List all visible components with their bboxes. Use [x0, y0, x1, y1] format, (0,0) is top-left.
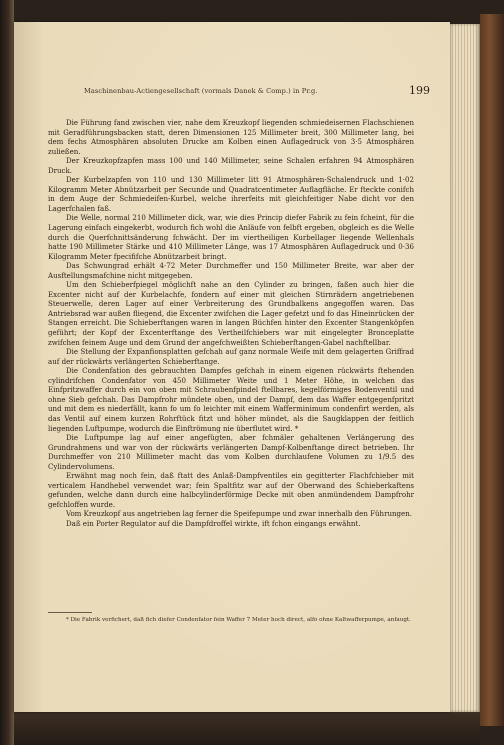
paragraph: Das Schwungrad erhält 4·72 Meter Durchmeffer und 150 Millimeter Breite, war aber der Ausftellungsmafchine nicht mitgegeben.	[48, 261, 414, 280]
paragraph: Der Kreuzkopfzapfen mass 100 und 140 Millimeter, seine Schalen erfahren 94 Atmosphären Druck.	[48, 156, 414, 175]
page-stack-edges	[450, 24, 480, 712]
book-binding-left	[0, 0, 14, 745]
book-bottom-shadow	[14, 712, 480, 745]
footnote-rule	[48, 612, 92, 613]
paragraph: Die Condenfation des gebrauchten Dampfes gefchah in einem eigenen rückwärts ftehenden cylindrifchen Condenfator von 450 Millimeter Weite und 1 Meter Höhe, in welchen das Einfpritzwaffer durch ein von oben mit Schraubenfpindel ftellbares, kegelförmiges Bodenventil und ohne Sieb gefchah. Das Dampfrohr mündete oben, und der Dampf, dem das Waffer entgegenfpritzt und mit dem es niederfällt, kann fo um fo leichter mit einem Wafferminimum condenfirt werden, als das Ventil auf einem kurzen Rohrftück fitzt und höher mündet, als die Saugklappen der feitlich liegenden Luftpumpe, wodurch die Einftrömung nie überflutet wird. *	[48, 366, 414, 433]
paragraph: Um den Schieberfpiegel möglichft nahe an den Cylinder zu bringen, faßen auch hier die Excenter nicht auf der Kurbelachfe, fondern auf einer mit gleichen Stirnrädern angetriebenen Steuerwelle, deren Lager auf einer Verbreiterung des Grundbalkens angegoffen waren. Das Antriebsrad war außen fliegend, die Excenter zwifchen die Lager gefetzt und fo das Hineinrücken der Stangen erreicht. Die Schieberftangen waren in langen Büchfen hinter den Excenter Stangenköpfen geführt; der Kopf der Excenterftange des Vertheilfchiebers war mit eingelegter Bronceplatte zwifchen feinem Auge und dem Grund der angefchweißten Schieberftangen-Gabel nachftellbar.	[48, 280, 414, 347]
paragraph: Der Kurbelzapfen von 110 und 130 Millimeter litt 91 Atmosphären-Schalendruck und 1·02 Kilogramm Meter Abnützarbeit per Secunde und Quadratcentimeter Auflagfläche. Er fteckte conifch in dem Auge der Schmiedeifen-Kurbel, welche ihrerfeits mit gleichfeitiger Nabe dicht vor den Lagerfchalen faß.	[48, 175, 414, 213]
paragraph: Vom Kreuzkopf aus angetrieben lag ferner die Speifepumpe und zwar innerhalb den Führungen.	[66, 509, 413, 519]
footnote-text: * Die Fabrik verfichert, daß fich diefer Condenfator fein Waffer 7 Meter hoch direct, alfo ohne Kaltwafferpumpe, anfaugt.	[66, 617, 411, 623]
paragraph: Die Führung fand zwischen vier, nahe dem Kreuzkopf liegenden schmiedeisernen Flachschienen mit Geradführungsbacken statt, deren Dimensionen 125 Millimeter breit, 300 Millimeter lang, bei dem fechs Atmosphären absoluten Drucke am Kolben einen Auflagedruck von 3·5 Atmosphären zuließen.	[48, 118, 414, 156]
paragraph: Die Luftpumpe lag auf einer angefügten, aber fchmäler gehaltenen Verlängerung des Grundrahmens und war von der rückwärts verlängerten Dampf-Kolbenftange direct betrieben. Ihr Durchmeffer von 210 Millimeter macht das vom Kolben durchlaufene Volumen zu 1/9.5 des Cylindervolumens.	[48, 433, 414, 471]
paragraph: Die Welle, normal 210 Millimeter dick, war, wie dies Princip diefer Fabrik zu fein fcheint, für die Lagerung einfach eingekerbt, wodurch fich wohl die Anläufe von felbft ergeben, obgleich es die Welle durch die Querfchnittsänderung fchwächt. Der im viertheiligen Kurbellager liegende Wellenhals hatte 190 Millimeter Stärke und 410 Millimeter Länge, was 17 Atmosphären Auflagedruck und 0·36 Kilogramm Meter fpecififche Abnützarbeit bringt.	[48, 213, 414, 261]
book-cover-edge	[480, 14, 504, 726]
page-number: 199	[409, 84, 430, 97]
body-text	[48, 118, 414, 529]
footnote	[48, 617, 414, 624]
paragraph: Die Stellung der Expanfionsplatten gefchah auf ganz normale Weife mit dem gelagerten Griffrad auf der rückwärts verlängerten Schieberftange.	[48, 347, 414, 366]
paragraph: Erwähnt mag noch fein, daß ftatt des Anlaß-Dampfventiles ein gegitterter Flachfchieber mit verticalem Handhebel verwendet war; fein Spaltfitz war auf der Oberwand des Schieberkaftens gefunden, welche dann durch eine halbcylinderförmige Decke mit oben anmündendem Dampfrohr gefchloffen wurde.	[48, 471, 414, 509]
page-header	[70, 84, 430, 98]
running-head: Maschinenbau-Actiengesellschaft (vormals Danek & Comp.) in Pr.g.	[84, 87, 318, 95]
paragraph: Daß ein Porter Regulator auf die Dampfdroffel wirkte, ift fchon eingangs erwähnt.	[66, 518, 361, 528]
